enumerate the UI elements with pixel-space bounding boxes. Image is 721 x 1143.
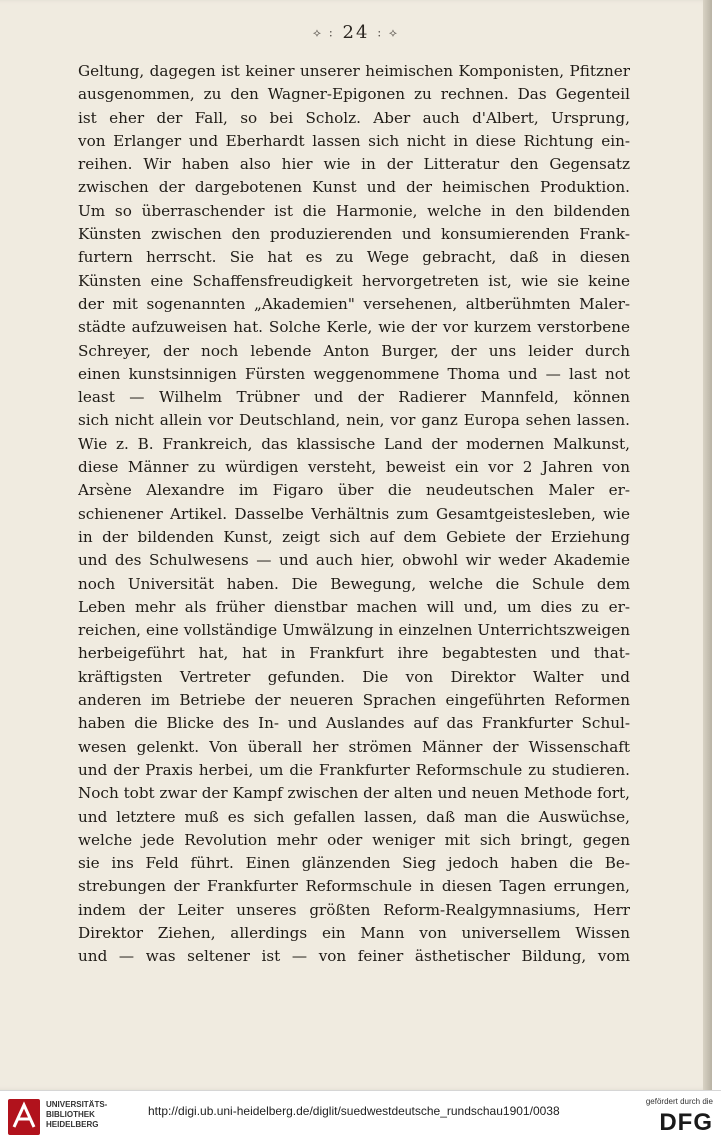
university-logo-icon[interactable] (8, 1099, 40, 1135)
body-text (78, 60, 630, 969)
viewer-footer (0, 1090, 721, 1143)
text-line: anderen im Betriebe der neueren Sprachen eingeführten Reformen (78, 691, 630, 710)
text-line: Noch tobt zwar der Kampf zwischen der alten und neuen Methode fort, (78, 784, 630, 803)
institution-name (46, 1100, 107, 1130)
source-url-link[interactable]: http://digi.ub.uni-heidelberg.de/diglit/suedwestdeutsche_rundschau1901/0038 (148, 1104, 560, 1118)
page-number: 24 (342, 22, 370, 43)
text-line: welche jede Revolution mehr oder weniger mit sich bringt, gegen (78, 830, 630, 849)
text-line: least — Wilhelm Trübner und der Radierer Mannfeld, können (78, 388, 630, 407)
text-line: wesen gelenkt. Von überall her strömen Männer der Wissenschaft (78, 737, 630, 756)
text-line: einen kunstsinnigen Fürsten weggenommene Thoma und — last not (78, 364, 630, 383)
text-line: sie ins Feld führt. Einen glänzenden Sieg jedoch haben die Be- (78, 854, 630, 873)
text-line: Geltung, dagegen ist keiner unserer heimischen Komponisten, Pfitzner (78, 62, 630, 80)
text-line: schienener Artikel. Dasselbe Verhältnis zum Gesamtgeistesleben, wie (78, 504, 630, 523)
text-line: und der Praxis herbei, um die Frankfurter Reformschule zu studieren. (78, 760, 630, 779)
text-line: und letztere muß es sich gefallen lassen, daß man die Auswüchse, (78, 807, 630, 826)
text-line: Wie z. B. Frankreich, das klassische Land der modernen Malkunst, (78, 434, 630, 453)
institution-line: BIBLIOTHEK (46, 1110, 95, 1119)
text-line: kräftigsten Vertreter gefunden. Die von Direktor Walter und (78, 667, 630, 686)
text-line: von Erlanger und Eberhardt lassen sich nicht in diese Richtung ein- (78, 131, 630, 150)
text-line: der mit sogenannten „Akademien" versehenen, altberühmten Maler- (78, 294, 630, 313)
text-line: indem der Leiter unseres größten Reform-Realgymnasiums, Herr (78, 900, 630, 919)
funded-by-label: gefördert durch die (645, 1097, 713, 1106)
page-edge (703, 0, 712, 1090)
page-header (0, 22, 712, 43)
text-line: in der bildenden Kunst, zeigt sich auf dem Gebiete der Erziehung (78, 527, 630, 546)
text-line: und des Schulwesens — und auch hier, obwohl wir weder Akademie (78, 551, 630, 570)
text-line: Künsten eine Schaffensfreudigkeit hervorgetreten ist, wie sie keine (78, 271, 630, 290)
text-line: Leben mehr als früher dienstbar machen will und, um dies zu er- (78, 597, 630, 616)
text-line: sich nicht allein vor Deutschland, nein, vor ganz Europa sehen lassen. (78, 411, 630, 430)
text-line: zwischen der dargebotenen Kunst und der heimischen Produktion. (78, 178, 630, 197)
text-line: Schreyer, der noch lebende Anton Burger, der uns leider durch (78, 341, 630, 360)
text-line: reihen. Wir haben also hier wie in der Litteratur den Gegensatz (78, 155, 630, 174)
institution-line: UNIVERSITÄTS- (46, 1100, 108, 1109)
text-line: diese Männer zu würdigen versteht, beweist ein vor 2 Jahren von (78, 458, 630, 477)
text-line: haben die Blicke des In- und Auslandes auf das Frankfurter Schul- (78, 714, 630, 733)
text-line: Arsène Alexandre im Figaro über die neudeutschen Maler er- (78, 481, 630, 500)
text-line: Um so überraschender ist die Harmonie, welche in den bildenden (78, 201, 630, 220)
ornament-right: : ⟡ (377, 25, 399, 40)
text-line: Direktor Ziehen, allerdings ein Mann von universellem Wissen (78, 923, 630, 942)
dfg-logo[interactable]: DFG (659, 1109, 713, 1136)
text-line: und — was seltener ist — von feiner ästhetischer Bildung, vom (78, 947, 630, 966)
text-line: ist eher der Fall, so bei Scholz. Aber auch d'Albert, Ursprung, (78, 108, 630, 127)
text-line: reichen, eine vollständige Umwälzung in einzelnen Unterrichtszweigen (78, 621, 630, 640)
ornament-left: ⟡ : (313, 25, 335, 40)
text-line: strebungen der Frankfurter Reformschule in diesen Tagen errungen, (78, 877, 630, 896)
text-line: Künsten zwischen den produzierenden und konsumierenden Frank- (78, 225, 630, 244)
text-line: ausgenommen, zu den Wagner-Epigonen zu rechnen. Das Gegenteil (78, 85, 630, 104)
text-line: noch Universität haben. Die Bewegung, welche die Schule dem (78, 574, 630, 593)
text-line: furtern herrscht. Sie hat es zu Wege gebracht, daß in diesen (78, 248, 630, 267)
institution-line: HEIDELBERG (46, 1120, 99, 1129)
text-line: herbeigeführt hat, hat in Frankfurt ihre begabtesten und that- (78, 644, 630, 663)
text-line: städte aufzuweisen hat. Solche Kerle, wie der vor kurzem verstorbene (78, 318, 630, 337)
